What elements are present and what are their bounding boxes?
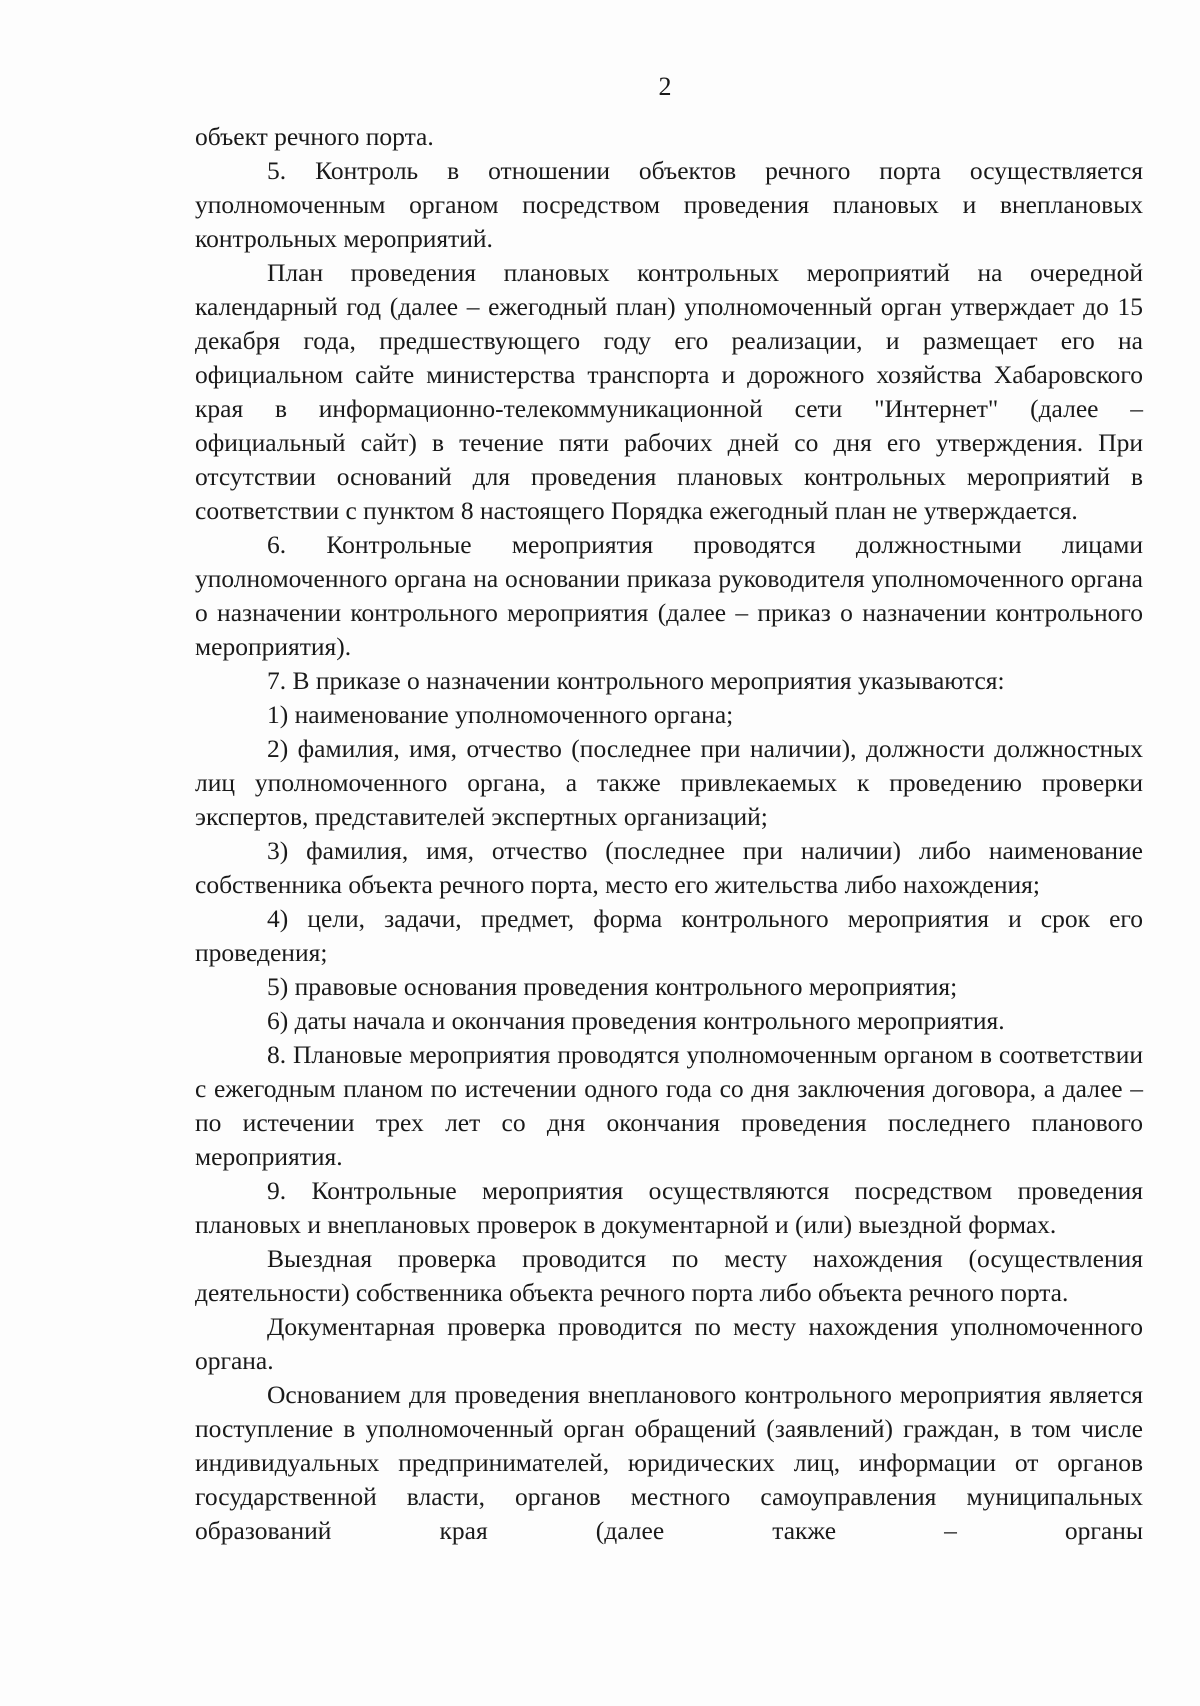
paragraph: Основанием для проведения внепланового контрольного мероприятия является поступление в уполномоченный орган обращений (заявлений) граждан, в том числе индивидуальных предпринимателей, юридических лиц, информации от органов государственной власти, органов местного самоуправления муниципальных образований края (далее также – органы: [195, 1380, 1143, 1545]
paragraph: 7. В приказе о назначении контрольного мероприятия указываются:: [267, 666, 1005, 695]
paragraph: 9. Контрольные мероприятия осуществляются посредством проведения плановых и внеплановых проверок в документарной и (или) выездной формах.: [195, 1176, 1143, 1239]
paragraph: 8. Плановые мероприятия проводятся уполномоченным органом в соответствии с ежегодным планом по истечении одного года со дня заключения договора, а далее – по истечении трех лет со дня окончания проведения последнего планового мероприятия.: [195, 1040, 1143, 1171]
paragraph: 6) даты начала и окончания проведения контрольного мероприятия.: [267, 1006, 1005, 1035]
paragraph: 6. Контрольные мероприятия проводятся должностными лицами уполномоченного органа на основании приказа руководителя уполномоченного органа о назначении контрольного мероприятия (далее – приказ о назначении контрольного мероприятия).: [195, 530, 1143, 661]
paragraph: Документарная проверка проводится по месту нахождения уполномоченного органа.: [195, 1312, 1143, 1375]
paragraph: 4) цели, задачи, предмет, форма контрольного мероприятия и срок его проведения;: [195, 904, 1143, 967]
paragraph: 3) фамилия, имя, отчество (последнее при наличии) либо наименование собственника объекта речного порта, место его жительства либо нахождения;: [195, 836, 1143, 899]
paragraph: 2) фамилия, имя, отчество (последнее при наличии), должности должностных лиц уполномоченного органа, а также привлекаемых к проведению проверки экспертов, представителей экспертных организаций;: [195, 734, 1143, 831]
paragraph: План проведения плановых контрольных мероприятий на очередной календарный год (далее – ежегодный план) уполномоченный орган утверждает до 15 декабря года, предшествующего году его реализации, и размещает его на официальном сайте министерства транспорта и дорожного хозяйства Хабаровского края в информационно-телекоммуникационной сети "Интернет" (далее – официальный сайт) в течение пяти рабочих дней со дня его утверждения. При отсутствии оснований для проведения плановых контрольных мероприятий в соответствии с пунктом 8 настоящего Порядка ежегодный план не утверждается.: [195, 258, 1143, 525]
page-number: 2: [658, 72, 672, 101]
paragraph: 5) правовые основания проведения контрольного мероприятия;: [267, 972, 958, 1001]
paragraph: 5. Контроль в отношении объектов речного порта осуществляется уполномоченным органом посредством проведения плановых и внеплановых контрольных мероприятий.: [195, 156, 1143, 253]
paragraph: Выездная проверка проводится по месту нахождения (осуществления деятельности) собственника объекта речного порта либо объекта речного порта.: [195, 1244, 1143, 1307]
body-text: [195, 120, 1143, 1548]
paragraph: 1) наименование уполномоченного органа;: [267, 700, 734, 729]
paragraph: объект речного порта.: [195, 122, 434, 151]
